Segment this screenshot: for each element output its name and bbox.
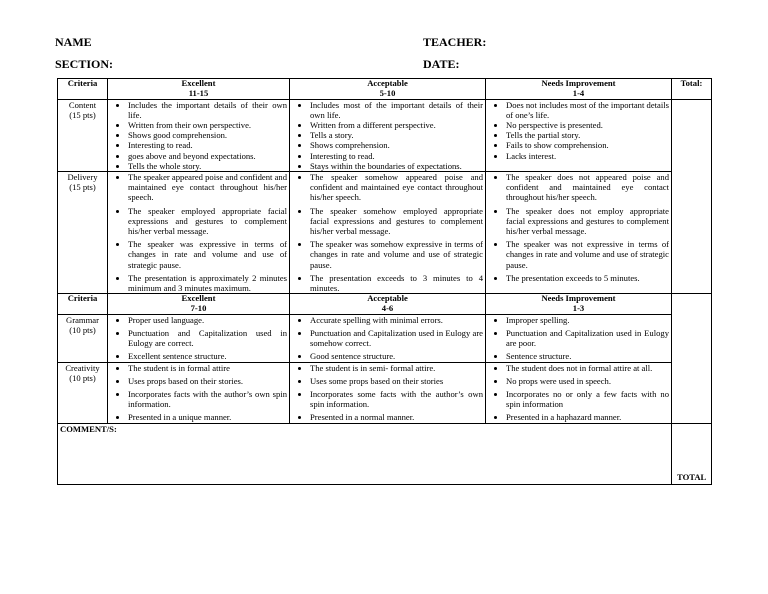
comments-row	[58, 423, 712, 484]
needs-score: 1-3	[572, 303, 585, 314]
list-item: • Interesting to read.	[128, 140, 287, 150]
criteria-list	[110, 100, 287, 171]
needs-cell	[486, 99, 672, 171]
list-item: • The speaker was expressive in terms of changes in rate and volume and use of strategic pause.	[128, 239, 287, 270]
header-row-top	[58, 79, 712, 100]
list-item: • The presentation exceeds to 3 minutes to 4 minutes.	[310, 273, 483, 293]
list-item: • The speaker does not employ appropriate facial expressions and gestures to complement his/her verbal message.	[506, 206, 669, 237]
acceptable-cell	[290, 362, 486, 423]
list-item: • Shows comprehension.	[310, 140, 483, 150]
criteria-list	[488, 315, 669, 362]
list-item: • Uses props based on their stories.	[128, 376, 287, 386]
list-item: • The presentation exceeds to 5 minutes.	[506, 273, 669, 283]
criteria-list	[110, 172, 287, 293]
acceptable-score: 4-6	[381, 303, 394, 314]
list-item: • The speaker employed appropriate facial expressions and gestures to complement his/her verbal message.	[128, 206, 287, 237]
list-item: • Excellent sentence structure.	[128, 351, 287, 361]
criteria-cell: Creativity (10 pts)	[58, 362, 108, 423]
excellent-score: 11-15	[188, 87, 209, 98]
header-row-bottom	[58, 294, 712, 315]
list-item: • Does not includes most of the important details of one’s life.	[506, 100, 669, 120]
criteria-cell: Grammar (10 pts)	[58, 314, 108, 362]
total-footer-label: TOTAL	[677, 472, 707, 483]
excellent-cell	[108, 99, 290, 171]
excellent-header: Excellent 11-15	[108, 79, 290, 100]
list-item: • The student does not in formal attire at all.	[506, 363, 669, 373]
rubric-table	[57, 78, 712, 485]
excellent-cell	[108, 314, 290, 362]
list-item: • Punctuation and Capitalization used in Eulogy are correct.	[128, 328, 287, 348]
list-item: • Presented in a normal manner.	[310, 412, 483, 422]
teacher-label: TEACHER:	[423, 35, 487, 49]
excellent-cell	[108, 172, 290, 294]
list-item: • Incorporates some facts with the author’s own spin information.	[310, 389, 483, 409]
criteria-header: Criteria	[58, 79, 108, 100]
list-item: • The student is in semi- formal attire.	[310, 363, 483, 373]
criteria-list	[292, 315, 483, 362]
section-label: SECTION:	[55, 57, 114, 71]
comments-label: COMMENT/S:	[60, 423, 117, 434]
list-item: • Stays within the boundaries of expectations.	[310, 161, 483, 171]
list-item: • Incorporates facts with the author’s own spin information.	[128, 389, 287, 409]
needs-score: 1-4	[572, 87, 585, 98]
list-item: • Punctuation and Capitalization used in Eulogy are poor.	[506, 328, 669, 348]
list-item: • Uses some props based on their stories	[310, 376, 483, 386]
list-item: • Incorporates no or only a few facts with no spin information	[506, 389, 669, 409]
list-item: • The speaker was somehow expressive in terms of changes in rate and volume and use of strategic pause.	[310, 239, 483, 270]
list-item: • goes above and beyond expectations.	[128, 151, 287, 161]
date-label: DATE:	[423, 57, 460, 71]
acceptable-cell	[290, 314, 486, 362]
criteria-list	[488, 172, 669, 283]
list-item: • No props were used in speech.	[506, 376, 669, 386]
list-item: • The student is in formal attire	[128, 363, 287, 373]
acceptable-cell	[290, 172, 486, 294]
needs-cell	[486, 314, 672, 362]
list-item: • The presentation is approximately 2 minutes minimum and 3 minutes maximum.	[128, 273, 287, 293]
excellent-header: Excellent 7-10	[108, 294, 290, 315]
list-item: • Punctuation and Capitalization used in Eulogy are somehow correct.	[310, 328, 483, 348]
list-item: • Lacks interest.	[506, 151, 669, 161]
acceptable-header: Acceptable 4-6	[290, 294, 486, 315]
criteria-list	[488, 363, 669, 423]
row-content	[58, 99, 712, 171]
criteria-cell: Content (15 pts)	[58, 99, 108, 171]
list-item: • Good sentence structure.	[310, 351, 483, 361]
row-creativity	[58, 362, 712, 423]
list-item: • Accurate spelling with minimal errors.	[310, 315, 483, 325]
needs-cell	[486, 362, 672, 423]
list-item: • Proper used language.	[128, 315, 287, 325]
list-item: • Tells the partial story.	[506, 130, 669, 140]
list-item: • The speaker somehow appeared poise and confident and maintained eye contact throughout his/her speech.	[310, 172, 483, 203]
criteria-list	[292, 363, 483, 423]
acceptable-score: 5-10	[379, 87, 396, 98]
list-item: • Presented in a haphazard manner.	[506, 412, 669, 422]
total-footer-cell	[672, 423, 712, 484]
criteria-list	[488, 100, 669, 161]
list-item: • The speaker somehow employed appropriate facial expressions and gestures to complement his/her verbal message.	[310, 206, 483, 237]
total-cell	[672, 294, 712, 423]
needs-cell	[486, 172, 672, 294]
row-grammar	[58, 314, 712, 362]
comments-cell	[58, 423, 672, 484]
acceptable-header: Acceptable 5-10	[290, 79, 486, 100]
list-item: • Improper spelling.	[506, 315, 669, 325]
total-header: Total:	[672, 79, 712, 100]
list-item: • No perspective is presented.	[506, 120, 669, 130]
criteria-list	[110, 315, 287, 362]
row-delivery	[58, 172, 712, 294]
criteria-list	[292, 172, 483, 293]
list-item: • The speaker appeared poise and confident and maintained eye contact throughout his/her speech.	[128, 172, 287, 203]
list-item: • Written from a different perspective.	[310, 120, 483, 130]
list-item: • Presented in a unique manner.	[128, 412, 287, 422]
name-label: NAME	[55, 35, 92, 49]
acceptable-cell	[290, 99, 486, 171]
list-item: • Interesting to read.	[310, 151, 483, 161]
list-item: • Shows good comprehension.	[128, 130, 287, 140]
list-item: • Tells the whole story.	[128, 161, 287, 171]
criteria-list	[292, 100, 483, 171]
list-item: • Includes the important details of their own life.	[128, 100, 287, 120]
list-item: • The speaker does not appeared poise and confident and maintained eye contact throughout his/her speech.	[506, 172, 669, 203]
excellent-cell	[108, 362, 290, 423]
criteria-list	[110, 363, 287, 423]
list-item: • Tells a story.	[310, 130, 483, 140]
list-item: • Sentence structure.	[506, 351, 669, 361]
criteria-cell: Delivery (15 pts)	[58, 172, 108, 294]
needs-header: Needs Improvement 1-3	[486, 294, 672, 315]
list-item: • Written from their own perspective.	[128, 120, 287, 130]
criteria-header: Criteria	[58, 294, 108, 315]
list-item: • Includes most of the important details of their own life.	[310, 100, 483, 120]
needs-header: Needs Improvement 1-4	[486, 79, 672, 100]
excellent-score: 7-10	[190, 303, 207, 314]
list-item: • The speaker was not expressive in terms of changes in rate and volume and use of strategic pause.	[506, 239, 669, 270]
list-item: • Fails to show comprehension.	[506, 140, 669, 150]
total-cell	[672, 99, 712, 294]
